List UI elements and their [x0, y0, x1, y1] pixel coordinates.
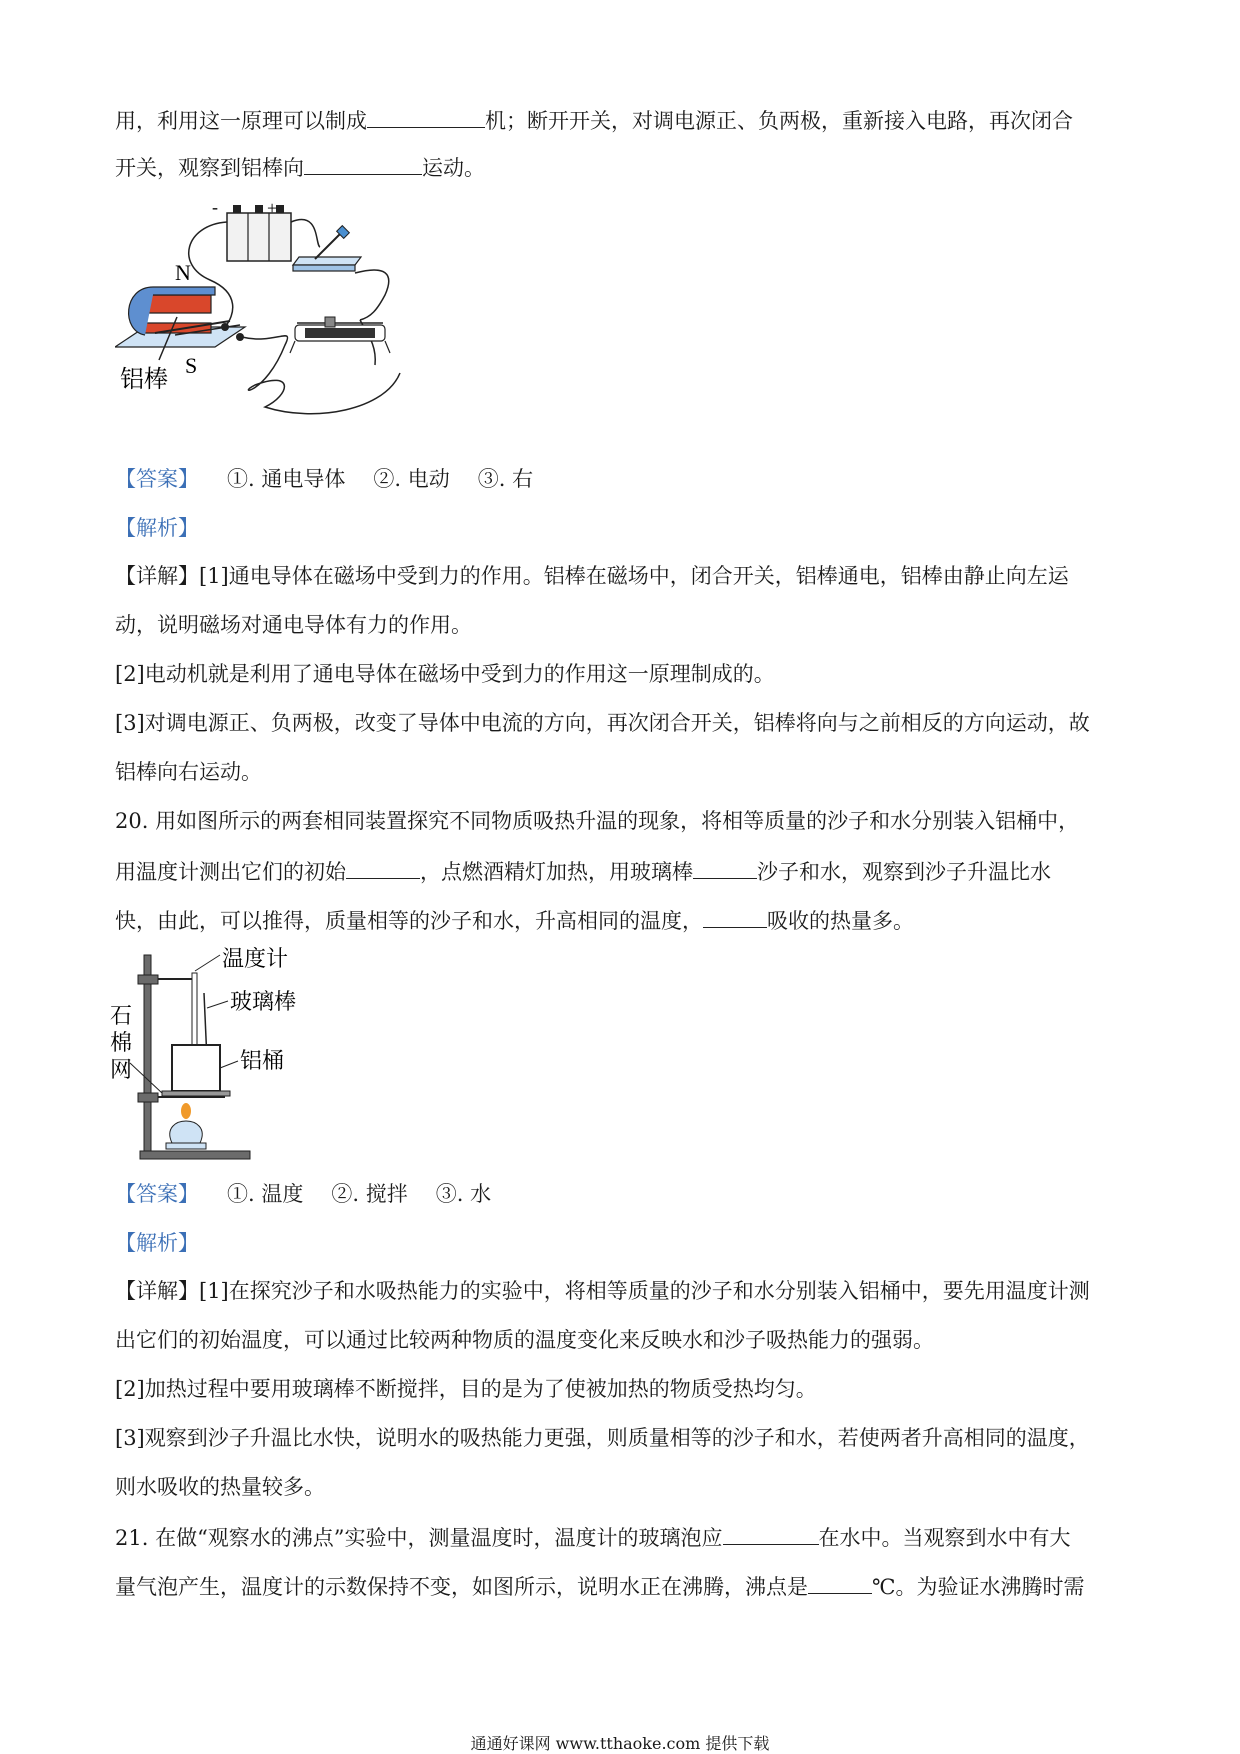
- q20-answer: 【答案】 ①. 温度 ②. 搅拌 ③. 水: [115, 1182, 492, 1206]
- q20-detail-line: 出它们的初始温度，可以通过比较两种物质的温度变化来反映水和沙子吸热能力的强弱。: [115, 1328, 934, 1352]
- net-label-char: 棉: [110, 1031, 133, 1056]
- fill-blank[interactable]: [693, 856, 757, 879]
- q20-analysis-tag: 【解析】: [115, 1231, 199, 1255]
- q20-text-line-2: 用温度计测出它们的初始 ，点燃酒精灯加热，用玻璃棒 沙子和水，观察到沙子升温比水: [115, 856, 1051, 886]
- fill-blank[interactable]: [703, 905, 767, 928]
- page-footer: 通通好课网 www.tthaoke.com 提供下载: [470, 1734, 770, 1753]
- q19-text-line-2: 开关，观察到铝棒向 运动。: [115, 152, 485, 182]
- heating-apparatus-figure: [110, 943, 340, 1168]
- rod-label: 铝棒: [120, 365, 168, 393]
- magnet-icon: [115, 287, 245, 360]
- south-label: S: [185, 353, 198, 378]
- q19-detail-line: 铝棒向右运动。: [115, 760, 262, 784]
- fill-blank[interactable]: [367, 105, 485, 128]
- q21-text-line-1: 21. 在做“观察水的沸点”实验中，测量温度时，温度计的玻璃泡应 在水中。当观察到水中有大: [115, 1522, 1071, 1552]
- north-label: N: [175, 260, 191, 285]
- switch-icon: [293, 226, 361, 271]
- q19-detail-line: 动，说明磁场对通电导体有力的作用。: [115, 613, 472, 637]
- glass-rod-label: 玻璃棒: [230, 990, 297, 1015]
- q21-text-line-2: 量气泡产生，温度计的示数保持不变，如图所示，说明水正在沸腾，沸点是 ℃。为验证水沸腾时需: [115, 1571, 1085, 1601]
- q20-detail-line: 则水吸收的热量较多。: [115, 1475, 325, 1499]
- plus-label: +: [267, 197, 278, 218]
- fill-blank[interactable]: [304, 152, 422, 175]
- q19-detail-line: [2]电动机就是利用了通电导体在磁场中受到力的作用这一原理制成的。: [115, 662, 775, 686]
- q20-text-line-1: 20. 用如图所示的两套相同装置探究不同物质吸热升温的现象，将相等质量的沙子和水分别装入铝桶中，: [115, 809, 1080, 833]
- battery-icon: [227, 205, 291, 261]
- thermometer-label: 温度计: [222, 947, 289, 972]
- q19-analysis-tag: 【解析】: [115, 516, 199, 540]
- q19-detail-line: 【详解】[1]通电导体在磁场中受到力的作用。铝棒在磁场中，闭合开关，铝棒通电，铝棒由静止向左运: [115, 564, 1069, 588]
- q20-detail-line: 【详解】[1]在探究沙子和水吸热能力的实验中，将相等质量的沙子和水分别装入铝桶中，要先用温度计测: [115, 1279, 1090, 1303]
- bucket-label: 铝桶: [240, 1049, 285, 1074]
- fill-blank[interactable]: [723, 1522, 819, 1545]
- fill-blank[interactable]: [808, 1571, 872, 1594]
- q19-detail-line: [3]对调电源正、负两极，改变了导体中电流的方向，再次闭合开关，铝棒将向与之前相反的方向运动，故: [115, 711, 1090, 735]
- q19-text-line-1: 用，利用这一原理可以制成 机；断开开关，对调电源正、负两极，重新接入电路，再次闭合: [115, 105, 1073, 135]
- q20-detail-line: [3]观察到沙子升温比水快，说明水的吸热能力更强，则质量相等的沙子和水，若使两者升高相同的温度，: [115, 1426, 1090, 1450]
- q19-answer: 【答案】 ①. 通电导体 ②. 电动 ③. 右: [115, 467, 534, 491]
- circuit-figure: [115, 195, 445, 435]
- net-label-char: 石: [110, 1004, 133, 1029]
- minus-label: -: [212, 197, 218, 217]
- net-label-char: 网: [110, 1058, 133, 1083]
- rheostat-icon: [290, 317, 390, 353]
- fill-blank[interactable]: [346, 856, 420, 879]
- q20-detail-line: [2]加热过程中要用玻璃棒不断搅拌，目的是为了使被加热的物质受热均匀。: [115, 1377, 817, 1401]
- q20-text-line-3: 快，由此，可以推得，质量相等的沙子和水，升高相同的温度， 吸收的热量多。: [115, 905, 914, 935]
